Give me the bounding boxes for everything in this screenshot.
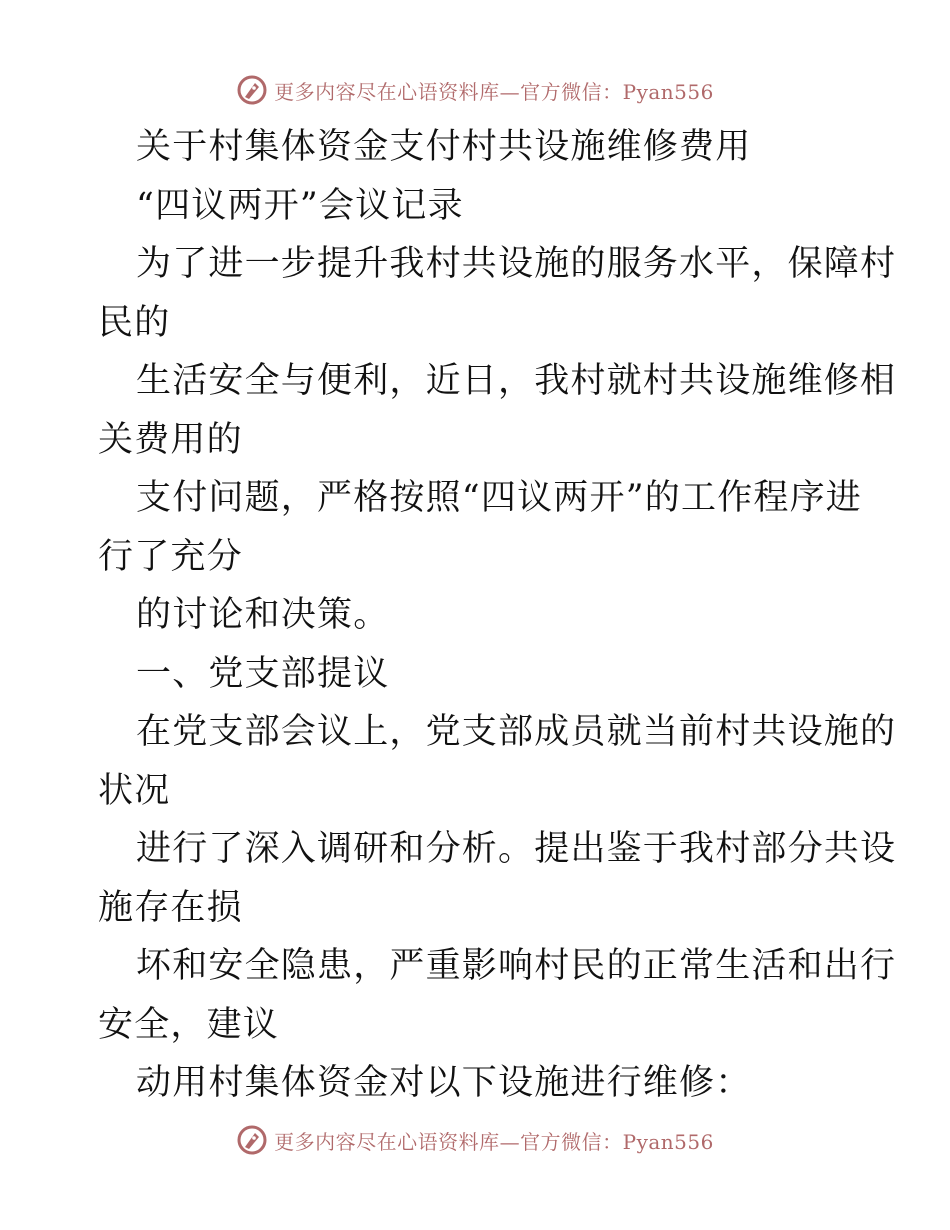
paragraph-line: 关费用的 (98, 419, 243, 460)
pen-nib-logo-icon (236, 1124, 268, 1156)
footer-watermark (0, 1120, 950, 1160)
paragraph-line: 在党支部会议上，党支部成员就当前村共设施的 (136, 712, 897, 752)
paragraph-line: 安全，建议 (98, 1004, 280, 1045)
header-watermark (0, 70, 950, 110)
paragraph-line: 施存在损 (98, 887, 243, 928)
watermark-text: 更多内容尽在心语资料库—官方微信：Pyan556 (274, 1129, 714, 1154)
document-body (98, 118, 897, 1113)
paragraph-line: 生活安全与便利，近日，我村就村共设施维修相 (136, 361, 897, 401)
pen-nib-logo-icon (236, 74, 268, 106)
paragraph-line: 民的 (98, 302, 171, 343)
paragraph-line: 支付问题，严格按照“四议两开”的工作程序进 (136, 478, 862, 518)
paragraph-line: 进行了深入调研和分析。提出鉴于我村部分共设 (136, 829, 897, 869)
paragraph-line: 一、党支部提议 (136, 653, 390, 694)
paragraph-line: 坏和安全隐患，严重影响村民的正常生活和出行 (136, 946, 897, 986)
paragraph-line: 行了充分 (98, 536, 243, 577)
paragraph-line: 状况 (98, 770, 171, 811)
document-title-line: “四议两开”会议记录 (136, 185, 464, 226)
document-title-line: 关于村集体资金支付村共设施维修费用 (136, 127, 752, 167)
watermark-text: 更多内容尽在心语资料库—官方微信：Pyan556 (274, 79, 714, 104)
paragraph-line: 的讨论和决策。 (136, 595, 390, 635)
paragraph-line: 为了进一步提升我村共设施的服务水平，保障村 (136, 244, 897, 284)
paragraph-line: 动用村集体资金对以下设施进行维修： (136, 1063, 752, 1103)
